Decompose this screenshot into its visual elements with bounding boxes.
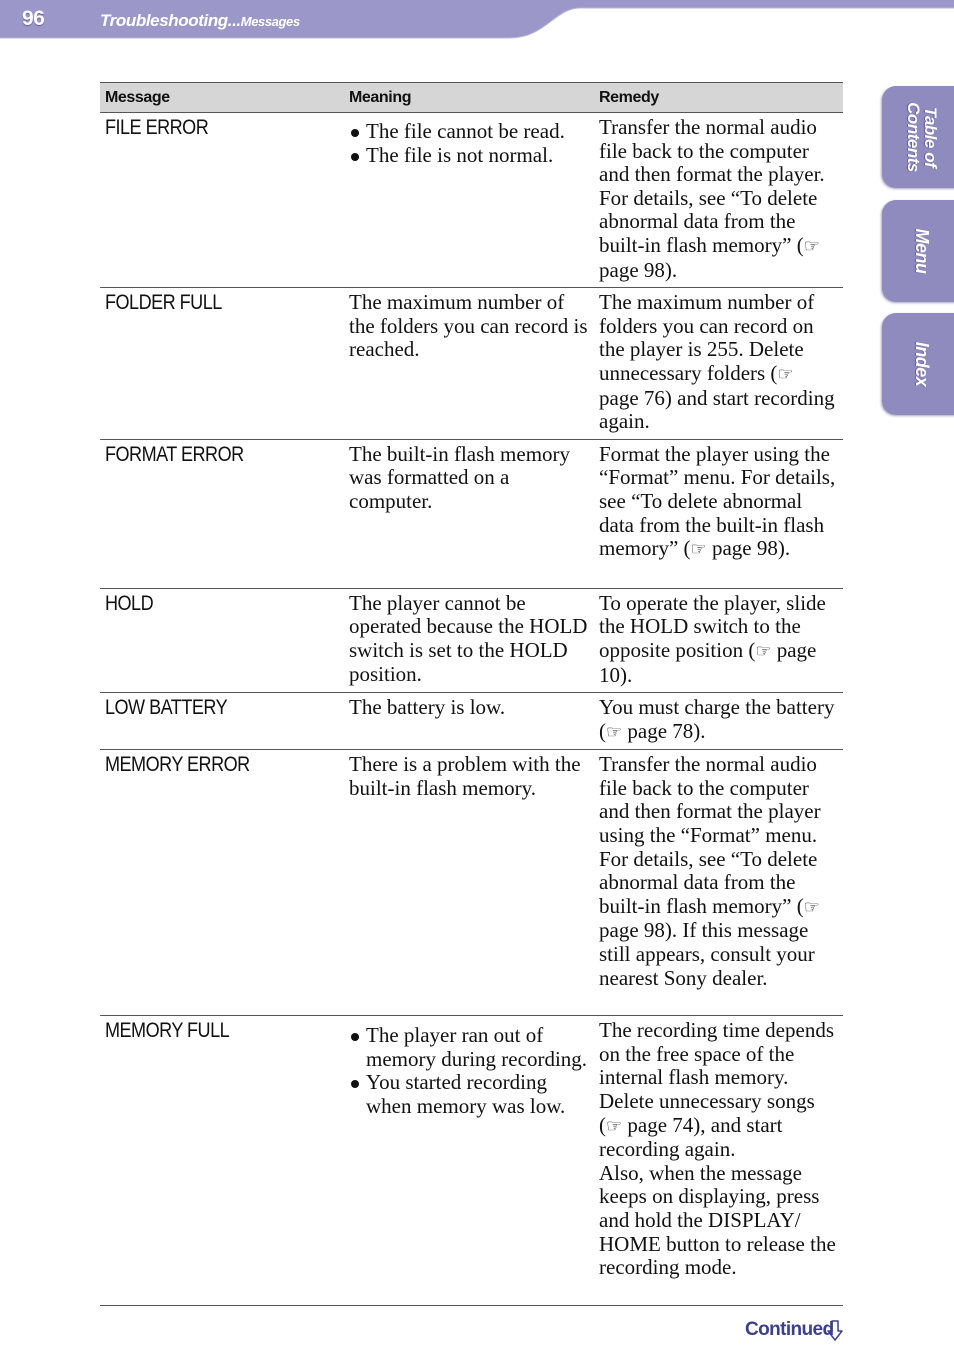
page-number: 96 <box>22 7 45 30</box>
table-row <box>100 588 843 692</box>
down-arrow-icon <box>826 1320 844 1342</box>
meaning-cell <box>344 113 594 288</box>
messages-table <box>100 82 843 1306</box>
list-item: You started recording when memory was low. <box>349 1071 589 1118</box>
message-cell <box>100 750 344 1016</box>
remedy-cell <box>594 693 843 750</box>
remedy-cell <box>594 588 843 692</box>
tab-table-of-contents[interactable] <box>882 86 954 188</box>
tab-toc-label: Table of Contents <box>904 102 940 172</box>
message-text: MEMORY FULL <box>105 1019 230 1043</box>
message-text: LOW BATTERY <box>105 696 228 720</box>
table-row <box>100 439 843 588</box>
message-text: MEMORY ERROR <box>105 753 250 777</box>
remedy-cell <box>594 439 843 588</box>
message-cell <box>100 113 344 288</box>
remedy-cell <box>594 113 843 288</box>
column-header-message: Message <box>100 83 344 113</box>
remedy-text: page 76) and start recording again. <box>599 385 835 434</box>
meaning-list <box>349 120 589 167</box>
table-row <box>100 750 843 1016</box>
column-header-remedy: Remedy <box>594 83 843 113</box>
subsection-name: Messages <box>240 14 300 29</box>
message-cell <box>100 439 344 588</box>
meaning-cell: The built-in flash memory was formatted on a computer. <box>344 439 594 588</box>
pointing-hand-icon: ☞ <box>777 363 794 384</box>
table-row <box>100 113 843 288</box>
pointing-hand-icon: ☞ <box>606 721 623 742</box>
message-text: FILE ERROR <box>105 116 209 139</box>
remedy-text: page 74), and start recording again. <box>599 1112 783 1162</box>
table-row <box>100 1016 843 1306</box>
tab-menu[interactable] <box>882 200 954 302</box>
continued-link[interactable]: Continued <box>745 1319 834 1340</box>
remedy-text: To operate the player, slide the HOLD switch to the opposite position ( <box>599 590 826 662</box>
remedy-text: page 98). <box>706 536 791 561</box>
tab-index[interactable] <box>882 313 954 415</box>
remedy-text: page 98). <box>599 257 678 282</box>
remedy-text: The maximum number of folders you can record on the player is 255. Delete unnecessary folders ( <box>599 290 815 385</box>
pointing-hand-icon: ☞ <box>803 235 820 256</box>
remedy-cell <box>594 288 843 440</box>
message-cell <box>100 1016 344 1306</box>
message-text: FOLDER FULL <box>105 291 222 315</box>
message-cell <box>100 693 344 750</box>
pointing-hand-icon: ☞ <box>690 539 707 560</box>
table-row <box>100 693 843 750</box>
meaning-cell: There is a problem with the built-in flash memory. <box>344 750 594 1016</box>
meaning-cell: The maximum number of the folders you can record is reached. <box>344 288 594 440</box>
remedy-cell <box>594 1016 843 1306</box>
list-item: The player ran out of memory during recording. <box>349 1024 589 1071</box>
remedy-text: page 78). <box>622 718 706 743</box>
tab-menu-label: Menu <box>912 228 932 274</box>
message-cell <box>100 288 344 440</box>
remedy-text: Transfer the normal audio file back to the computer and then format the player using the “Format” menu. For details, see “To delete abnormal data from the built-in flash memory” ( <box>599 752 821 918</box>
remedy-text: page 10). <box>599 637 817 687</box>
remedy-text: Format the player using the “Format” menu. For details, see “To delete abnormal data from the built-in flash memory” ( <box>599 441 836 561</box>
list-item: The file cannot be read. <box>349 120 589 144</box>
remedy-text: Also, when the message keeps on displaying, press and hold the DISPLAY/ HOME button to release the recording mode. <box>599 1160 836 1280</box>
message-text: FORMAT ERROR <box>105 442 244 466</box>
message-text: HOLD <box>105 591 154 615</box>
remedy-text: Transfer the normal audio file back to the computer and then format the player. For details, see “To delete abnormal data from the built-in flash memory” ( <box>599 115 825 257</box>
tab-index-label: Index <box>912 341 932 387</box>
meaning-cell: The battery is low. <box>344 693 594 750</box>
message-cell <box>100 588 344 692</box>
column-header-meaning: Meaning <box>344 83 594 113</box>
page-header <box>0 0 954 40</box>
pointing-hand-icon: ☞ <box>755 640 772 661</box>
remedy-cell <box>594 750 843 1016</box>
remedy-text: page 98). If this message still appears, consult your nearest Sony dealer. <box>599 918 815 990</box>
section-name: Troubleshooting... <box>100 11 241 30</box>
table-row <box>100 288 843 440</box>
list-item: The file is not normal. <box>349 144 589 168</box>
table-header-row <box>100 83 843 113</box>
pointing-hand-icon: ☞ <box>803 896 820 917</box>
remedy-text: The recording time depends on the free space of the internal flash memory. Delete unnecessary songs ( <box>599 1018 834 1137</box>
remedy-text: You must charge the battery ( <box>599 695 835 743</box>
meaning-cell: The player cannot be operated because the HOLD switch is set to the HOLD position. <box>344 588 594 692</box>
meaning-list <box>349 1024 589 1118</box>
pointing-hand-icon: ☞ <box>606 1115 623 1136</box>
section-title <box>100 11 300 31</box>
meaning-cell <box>344 1016 594 1306</box>
